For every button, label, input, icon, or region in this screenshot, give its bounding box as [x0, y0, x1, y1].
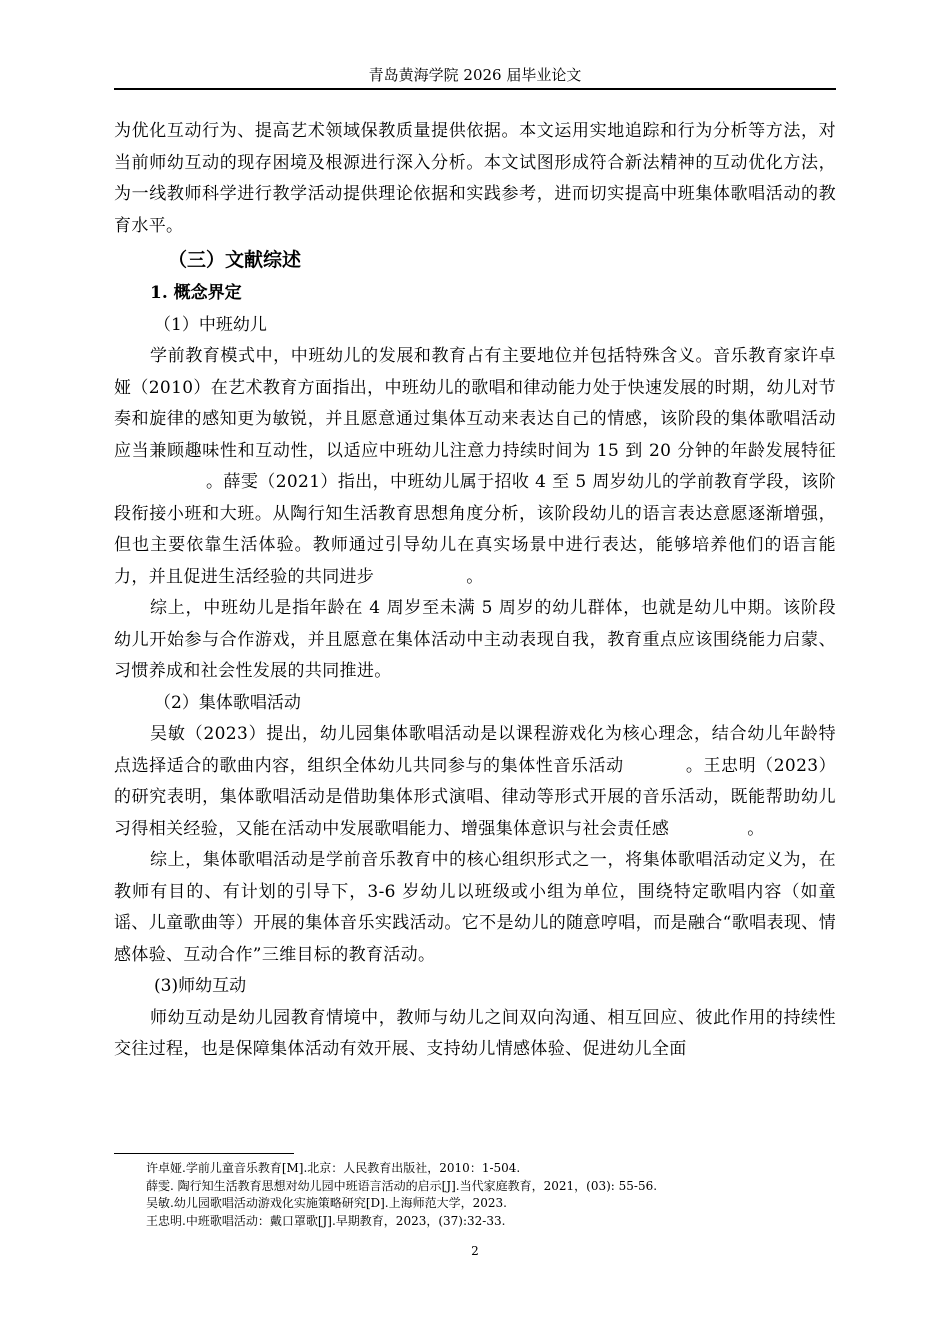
item1-paragraph-1: [114, 341, 836, 593]
item1-p1-part-a: 学前教育模式中，中班幼儿的发展和教育占有主要地位并包括特殊含义。音乐教育家许卓娅（2010）在艺术教育方面指出，中班幼儿的歌唱和律动能力处于快速发展的时期，幼儿对节奏和旋律的感知更为敏锐，并且愿意通过集体互动来表达自己的情感，该阶段的集体歌唱活动应当兼顾趣味性和互动性，以适应中班幼儿注意力持续时间为 15 到 20 分钟的年龄发展特征: [114, 346, 836, 461]
item2-heading: （2）集体歌唱活动: [154, 692, 301, 713]
item2-p1-part-c: 。: [747, 818, 765, 839]
page-header: 青岛黄海学院 2026 届毕业论文: [368, 66, 582, 84]
header-rule: [114, 88, 836, 90]
section-heading: （三）文献综述: [168, 249, 302, 271]
footnote: 薛雯. 陶行知生活教育思想对幼儿园中班语言活动的启示[J].当代家庭教育，2021，(03): 55-56.: [146, 1178, 658, 1193]
footnote-rule: [114, 1153, 294, 1154]
item2-paragraph-1: [114, 719, 836, 845]
footnote: 王忠明.中班歌唱活动：戴口罩歌[J].早期教育，2023，(37):32-33.: [146, 1213, 506, 1228]
footnotes: [146, 1160, 836, 1230]
item2-p1-part-a: 吴敏（2023）提出，幼儿园集体歌唱活动是以课程游戏化为核心理念，结合幼儿年龄特点选择适合的歌曲内容，组织全体幼儿共同参与的集体性音乐活动: [114, 724, 836, 776]
body-text: [114, 116, 836, 1066]
item1-heading: （1）中班幼儿: [154, 314, 267, 335]
item1-p1-part-b: 。薛雯（2021）指出，中班幼儿属于招收 4 至 5 周岁幼儿的学前教育学段，该阶段衔接小班和大班。从陶行知生活教育思想角度分析，该阶段幼儿的语言表达意愿逐渐增强，但也主要依靠生活体验。教师通过引导幼儿在真实场景中进行表达，能够培养他们的语言能力，并且促进生活经验的共同进步: [114, 472, 836, 587]
item3-heading: (3)师幼互动: [154, 976, 247, 996]
item1-paragraph-2: 综上，中班幼儿是指年龄在 4 周岁至未满 5 周岁的幼儿群体，也就是幼儿中期。该阶段幼儿开始参与合作游戏，并且愿意在集体活动中主动表现自我，教育重点应该围绕能力启蒙、习惯养成和社会性发展的共同推进。: [114, 598, 836, 681]
item1-p1-part-c: 。: [466, 566, 484, 587]
subsection-heading: 1. 概念界定: [150, 283, 242, 303]
page-number: 2: [471, 1244, 479, 1258]
footnote: 许卓娅.学前儿童音乐教育[M].北京：人民教育出版社，2010：1-504.: [146, 1161, 521, 1175]
item2-paragraph-2: 综上，集体歌唱活动是学前音乐教育中的核心组织形式之一，将集体歌唱活动定义为，在教师有目的、有计划的引导下，3-6 岁幼儿以班级或小组为单位，围绕特定歌唱内容（如童谣、儿童歌曲等）开展的集体音乐实践活动。它不是幼儿的随意哼唱，而是融合“歌唱表现、情感体验、互动合作”三维目标的教育活动。: [114, 850, 836, 965]
item3-paragraph-1: 师幼互动是幼儿园教育情境中，教师与幼儿之间双向沟通、相互回应、彼此作用的持续性交往过程，也是保障集体活动有效开展、支持幼儿情感体验、促进幼儿全面: [114, 1007, 836, 1059]
item2-p1-part-b: 。王忠明（2023）的研究表明，集体歌唱活动是借助集体形式演唱、律动等形式开展的音乐活动，既能帮助幼儿习得相关经验，又能在活动中发展歌唱能力、增强集体意识与社会责任感: [114, 755, 836, 839]
footnote: 吴敏.幼儿园歌唱活动游戏化实施策略研究[D].上海师范大学，2023.: [146, 1196, 507, 1210]
intro-paragraph: 为优化互动行为、提高艺术领域保教质量提供依据。本文运用实地追踪和行为分析等方法，对当前师幼互动的现存困境及根源进行深入分析。本文试图形成符合新法精神的互动优化方法，为一线教师科学进行教学活动提供理论依据和实践参考，进而切实提高中班集体歌唱活动的教育水平。: [114, 121, 836, 236]
